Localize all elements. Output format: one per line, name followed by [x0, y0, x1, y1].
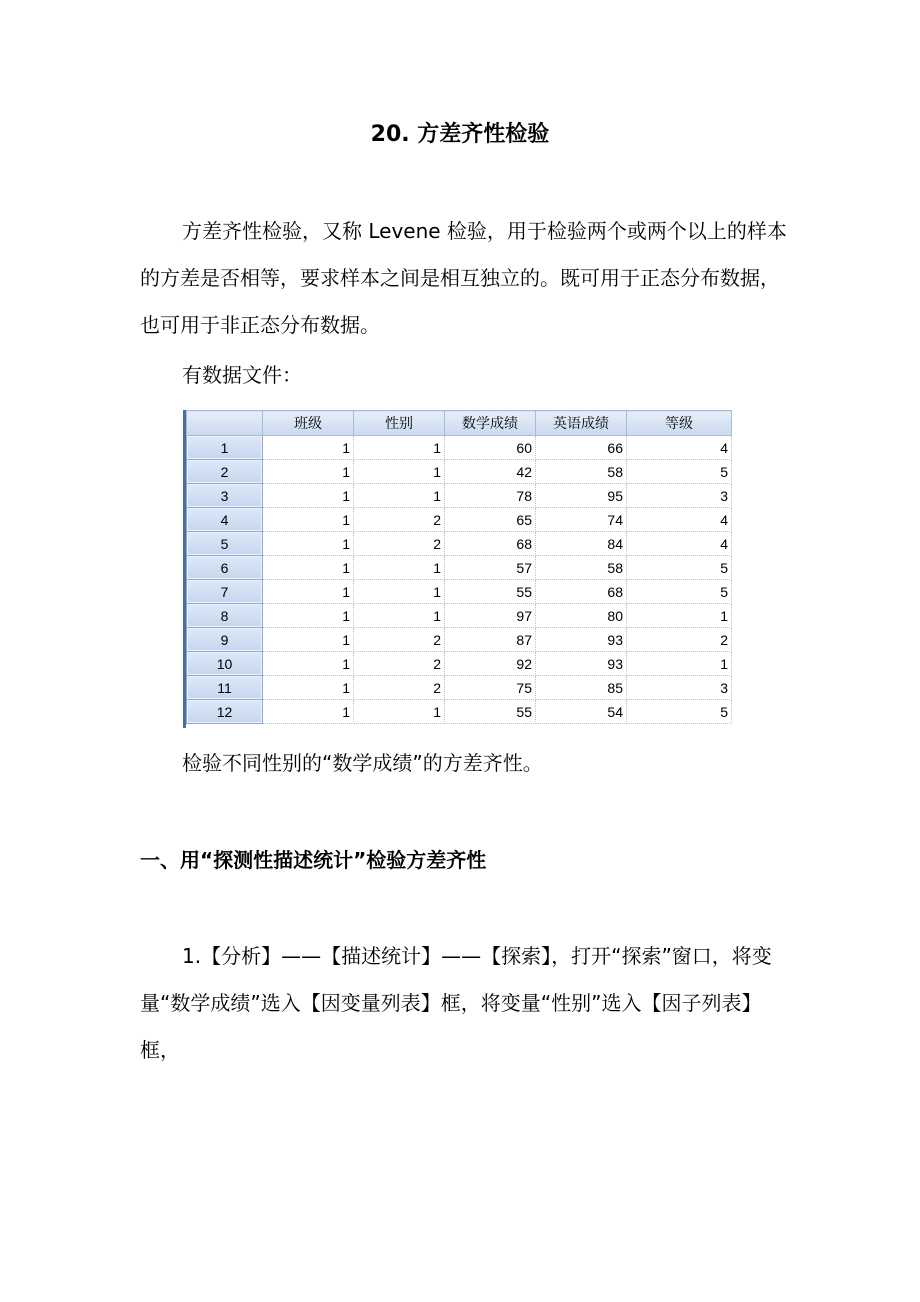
data-cell[interactable]: 1: [354, 556, 445, 580]
data-cell[interactable]: 4: [627, 508, 732, 532]
data-cell[interactable]: 1: [263, 580, 354, 604]
data-cell[interactable]: 5: [627, 556, 732, 580]
data-cell[interactable]: 93: [536, 628, 627, 652]
spss-data-grid: [183, 410, 740, 728]
data-cell[interactable]: 1: [263, 460, 354, 484]
column-header[interactable]: 班级: [263, 411, 354, 436]
data-cell[interactable]: 2: [354, 532, 445, 556]
data-cell[interactable]: 58: [536, 556, 627, 580]
row-number[interactable]: 12: [187, 700, 263, 724]
data-cell[interactable]: 1: [354, 484, 445, 508]
data-cell[interactable]: 1: [263, 484, 354, 508]
column-header[interactable]: 数学成绩: [445, 411, 536, 436]
data-cell[interactable]: 75: [445, 676, 536, 700]
data-cell[interactable]: 84: [536, 532, 627, 556]
data-cell[interactable]: 55: [445, 700, 536, 724]
data-cell[interactable]: 1: [263, 532, 354, 556]
data-cell[interactable]: 3: [627, 484, 732, 508]
data-cell[interactable]: 57: [445, 556, 536, 580]
data-cell[interactable]: 97: [445, 604, 536, 628]
data-cell[interactable]: 4: [627, 532, 732, 556]
table-row: [187, 460, 732, 484]
data-cell[interactable]: 1: [627, 604, 732, 628]
table-row: [187, 580, 732, 604]
table-row: [187, 532, 732, 556]
table-row: [187, 556, 732, 580]
data-cell[interactable]: 93: [536, 652, 627, 676]
column-header[interactable]: 性别: [354, 411, 445, 436]
data-cell[interactable]: 5: [627, 460, 732, 484]
row-number[interactable]: 10: [187, 652, 263, 676]
data-cell[interactable]: 1: [354, 580, 445, 604]
row-number[interactable]: 4: [187, 508, 263, 532]
data-cell[interactable]: 1: [627, 652, 732, 676]
table-row: [187, 436, 732, 460]
data-file-label: 有数据文件：: [182, 363, 302, 387]
column-header[interactable]: 英语成绩: [536, 411, 627, 436]
data-cell[interactable]: 74: [536, 508, 627, 532]
data-cell[interactable]: 2: [354, 628, 445, 652]
data-cell[interactable]: 1: [354, 700, 445, 724]
row-number[interactable]: 6: [187, 556, 263, 580]
row-number[interactable]: 11: [187, 676, 263, 700]
data-cell[interactable]: 2: [354, 508, 445, 532]
data-cell[interactable]: 4: [627, 436, 732, 460]
data-cell[interactable]: 5: [627, 700, 732, 724]
data-cell[interactable]: 66: [536, 436, 627, 460]
column-header[interactable]: 等级: [627, 411, 732, 436]
table-row: [187, 628, 732, 652]
data-cell[interactable]: 1: [354, 604, 445, 628]
data-cell[interactable]: 1: [263, 676, 354, 700]
table-row: [187, 652, 732, 676]
data-cell[interactable]: 2: [354, 676, 445, 700]
table-row: [187, 604, 732, 628]
table-row: [187, 484, 732, 508]
intro-paragraph: 方差齐性检验，又称 Levene 检验，用于检验两个或两个以上的样本的方差是否相等，要求样本之间是相互独立的。既可用于正态分布数据，也可用于非正态分布数据。: [140, 219, 787, 337]
data-cell[interactable]: 95: [536, 484, 627, 508]
row-number[interactable]: 9: [187, 628, 263, 652]
data-cell[interactable]: 80: [536, 604, 627, 628]
data-cell[interactable]: 1: [263, 652, 354, 676]
row-number[interactable]: 3: [187, 484, 263, 508]
data-cell[interactable]: 60: [445, 436, 536, 460]
data-cell[interactable]: 54: [536, 700, 627, 724]
data-cell[interactable]: 1: [354, 436, 445, 460]
step-1-text: 1.【分析】——【描述统计】——【探索】，打开“探索”窗口，将变量“数学成绩”选入【因变量列表】框，将变量“性别”选入【因子列表】框，: [140, 944, 772, 1062]
data-cell[interactable]: 92: [445, 652, 536, 676]
row-number[interactable]: 5: [187, 532, 263, 556]
data-cell[interactable]: 42: [445, 460, 536, 484]
data-cell[interactable]: 68: [536, 580, 627, 604]
data-cell[interactable]: 5: [627, 580, 732, 604]
data-cell[interactable]: 55: [445, 580, 536, 604]
row-number[interactable]: 1: [187, 436, 263, 460]
data-cell[interactable]: 87: [445, 628, 536, 652]
table-row: [187, 676, 732, 700]
page-title: 20. 方差齐性检验: [370, 122, 550, 147]
data-cell[interactable]: 68: [445, 532, 536, 556]
data-table: [186, 410, 732, 724]
data-cell[interactable]: 1: [263, 508, 354, 532]
data-cell[interactable]: 3: [627, 676, 732, 700]
data-cell[interactable]: 85: [536, 676, 627, 700]
corner-cell[interactable]: [187, 411, 263, 436]
table-header-row: [187, 411, 732, 436]
row-number[interactable]: 7: [187, 580, 263, 604]
data-cell[interactable]: 1: [263, 436, 354, 460]
data-cell[interactable]: 1: [263, 628, 354, 652]
data-cell[interactable]: 1: [263, 604, 354, 628]
table-row: [187, 700, 732, 724]
data-cell[interactable]: 58: [536, 460, 627, 484]
data-cell[interactable]: 78: [445, 484, 536, 508]
row-number[interactable]: 2: [187, 460, 263, 484]
section-heading: 一、用“探测性描述统计”检验方差齐性: [140, 848, 487, 872]
data-cell[interactable]: 65: [445, 508, 536, 532]
data-cell[interactable]: 2: [627, 628, 732, 652]
data-cell[interactable]: 2: [354, 652, 445, 676]
data-cell[interactable]: 1: [263, 556, 354, 580]
data-cell[interactable]: 1: [354, 460, 445, 484]
table-row: [187, 508, 732, 532]
data-cell[interactable]: 1: [263, 700, 354, 724]
row-number[interactable]: 8: [187, 604, 263, 628]
task-text: 检验不同性别的“数学成绩”的方差齐性。: [182, 751, 543, 775]
